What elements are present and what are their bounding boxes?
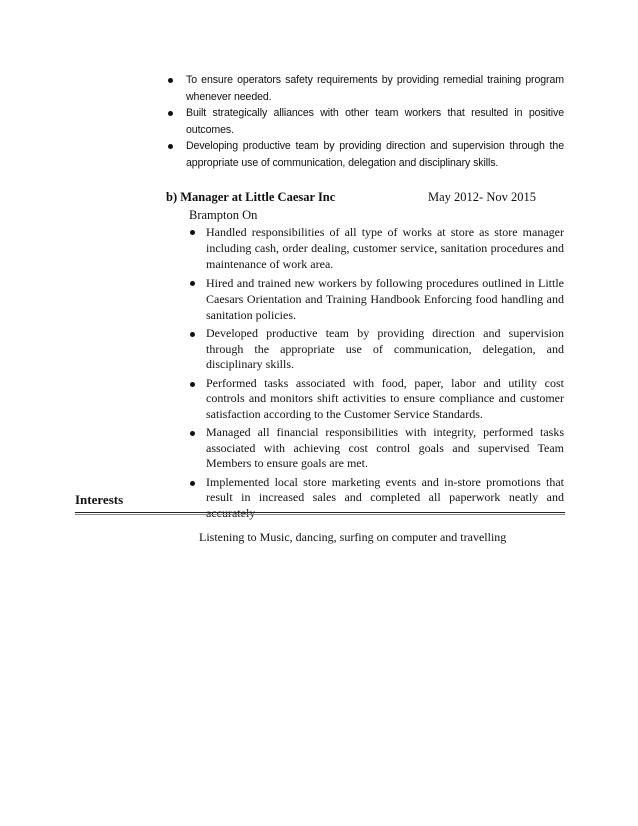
interests-text: Listening to Music, dancing, surfing on computer and travelling (199, 530, 507, 544)
job-dates: May 2012- Nov 2015 (428, 190, 536, 204)
job-heading (166, 190, 566, 206)
bullet-text: Built strategically alliances with other team workers that resulted in positive outcomes. (186, 107, 564, 136)
bullet-icon (168, 111, 173, 116)
bullet-text: Managed all financial responsibilities with integrity, performed tasks associated with achieving cost control goals and supervised Team Members to ensure goals are met. (206, 425, 564, 470)
job-location: Brampton On (189, 208, 258, 222)
section-divider (75, 514, 565, 515)
bullet-text: Developing productive team by providing direction and supervision through the appropriate use of communication, delegation and disciplinary skills. (186, 140, 564, 169)
bullet-icon (168, 144, 173, 149)
list-item (164, 72, 564, 105)
list-item (164, 105, 564, 138)
bullet-icon (190, 332, 195, 337)
job-title: b) Manager at Little Caesar Inc (166, 190, 336, 204)
list-item (164, 138, 564, 171)
list-item (186, 326, 564, 373)
bullet-text: To ensure operators safety requirements by providing remedial training program whenever needed. (186, 74, 564, 103)
bullet-text: Handled responsibilities of all type of works at store as store manager including cash, order dealing, customer service, sanitation procedures and maintenance of work area. (206, 225, 564, 271)
bullet-icon (190, 382, 195, 387)
list-item (186, 376, 564, 423)
list-item (186, 275, 564, 323)
bullet-icon (190, 281, 195, 286)
top-bullet-list (164, 72, 564, 171)
bullet-text: Hired and trained new workers by following procedures outlined in Little Caesars Orientation and Training Handbook Enforcing food handling and sanitation policies. (206, 276, 564, 322)
bullet-text: Performed tasks associated with food, paper, labor and utility cost controls and monitors shift activities to ensure compliance and customer satisfaction according to the Customer Service Standards. (206, 375, 564, 421)
bullet-text: Implemented local store marketing events and in-store promotions that result in increased sales and completed all paperwork neatly and accurately (206, 474, 564, 520)
bullet-icon (190, 431, 195, 436)
job-bullet-list (186, 326, 564, 524)
list-item (186, 224, 564, 272)
section-divider (75, 512, 565, 513)
interests-heading: Interests (75, 492, 124, 507)
bullet-icon (190, 230, 195, 235)
list-item (186, 425, 564, 472)
bullet-icon (190, 481, 195, 486)
job-bullet-list (186, 224, 564, 326)
bullet-icon (168, 78, 173, 83)
bullet-text: Developed productive team by providing direction and supervision through the appropriate use of communication, delegation, and disciplinary skills. (206, 326, 564, 371)
